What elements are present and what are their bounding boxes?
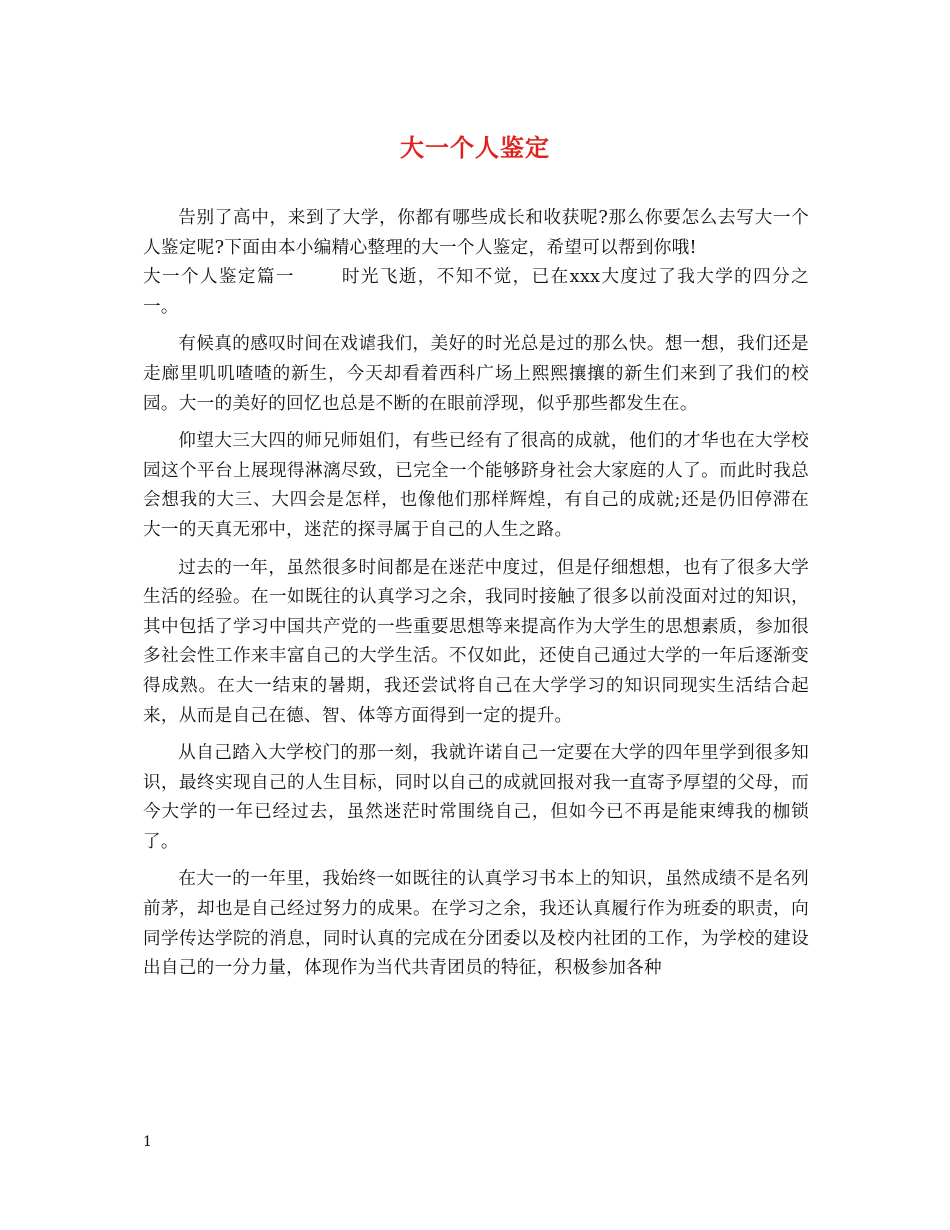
body-paragraph: 在大一的一年里，我始终一如既往的认真学习书本上的知识，虽然成绩不是名列前茅，却也是自己经过努力的成果。在学习之余，我还认真履行作为班委的职责，向同学传达学院的消息，同时认真的完成在分团委以及校内社团的工作，为学校的建设出自己的一分力量，体现作为当代共青团员的特征，积极参加各种 — [143, 869, 809, 979]
body-paragraph: 过去的一年，虽然很多时间都是在迷茫中度过，但是仔细想想，也有了很多大学生活的经验。在一如既往的认真学习之余，我同时接触了很多以前没面对过的知识，其中包括了学习中国共产党的一些重要思想等来提高作为大学生的思想素质，参加很多社会性工作来丰富自己的大学生活。不仅如此，还使自己通过大学的一年后逐渐变得成熟。在大一结束的暑期，我还尝试将自己在大学学习的知识同现实生活结合起来，从而是自己在德、智、体等方面得到一定的提升。 — [143, 557, 809, 726]
intro-paragraph: 告别了高中，来到了大学，你都有哪些成长和收获呢?那么你要怎么去写大一个人鉴定呢?下面由本小编精心整理的大一个人鉴定，希望可以帮到你哦! — [143, 208, 809, 258]
body-paragraph: 从自己踏入大学校门的那一刻，我就许诺自己一定要在大学的四年里学到很多知识，最终实现自己的人生目标，同时以自己的成就回报对我一直寄予厚望的父母，而今大学的一年已经过去，虽然迷茫时常围绕自己，但如今已不再是能束缚我的枷锁了。 — [143, 743, 809, 852]
document-title: 大一个人鉴定 — [400, 133, 550, 162]
body-paragraph: 有候真的感叹时间在戏谑我们，美好的时光总是过的那么快。想一想，我们还是走廊里叽叽喳喳的新生，今天却看着西科广场上熙熙攘攘的新生们来到了我们的校园。大一的美好的回忆也总是不断的在眼前浮现，似乎那些都发生在。 — [143, 334, 809, 414]
section-heading: 大一个人鉴定篇一 — [143, 267, 295, 288]
section-first-text: 时光飞逝，不知不觉，已在xxx大度过了我大学的四分之一。 — [143, 267, 809, 317]
body-paragraph: 仰望大三大四的师兄师姐们，有些已经有了很高的成就，他们的才华也在大学校园这个平台上展现得淋漓尽致，已完全一个能够跻身社会大家庭的人了。而此时我总会想我的大三、大四会是怎样，也像他们那样辉煌，有自己的成就;还是仍旧停滞在大一的天真无邪中，迷茫的探寻属于自己的人生之路。 — [143, 431, 809, 540]
document-body — [143, 204, 809, 984]
section-first-paragraph — [143, 263, 809, 322]
page-number: 1 — [143, 1134, 152, 1150]
